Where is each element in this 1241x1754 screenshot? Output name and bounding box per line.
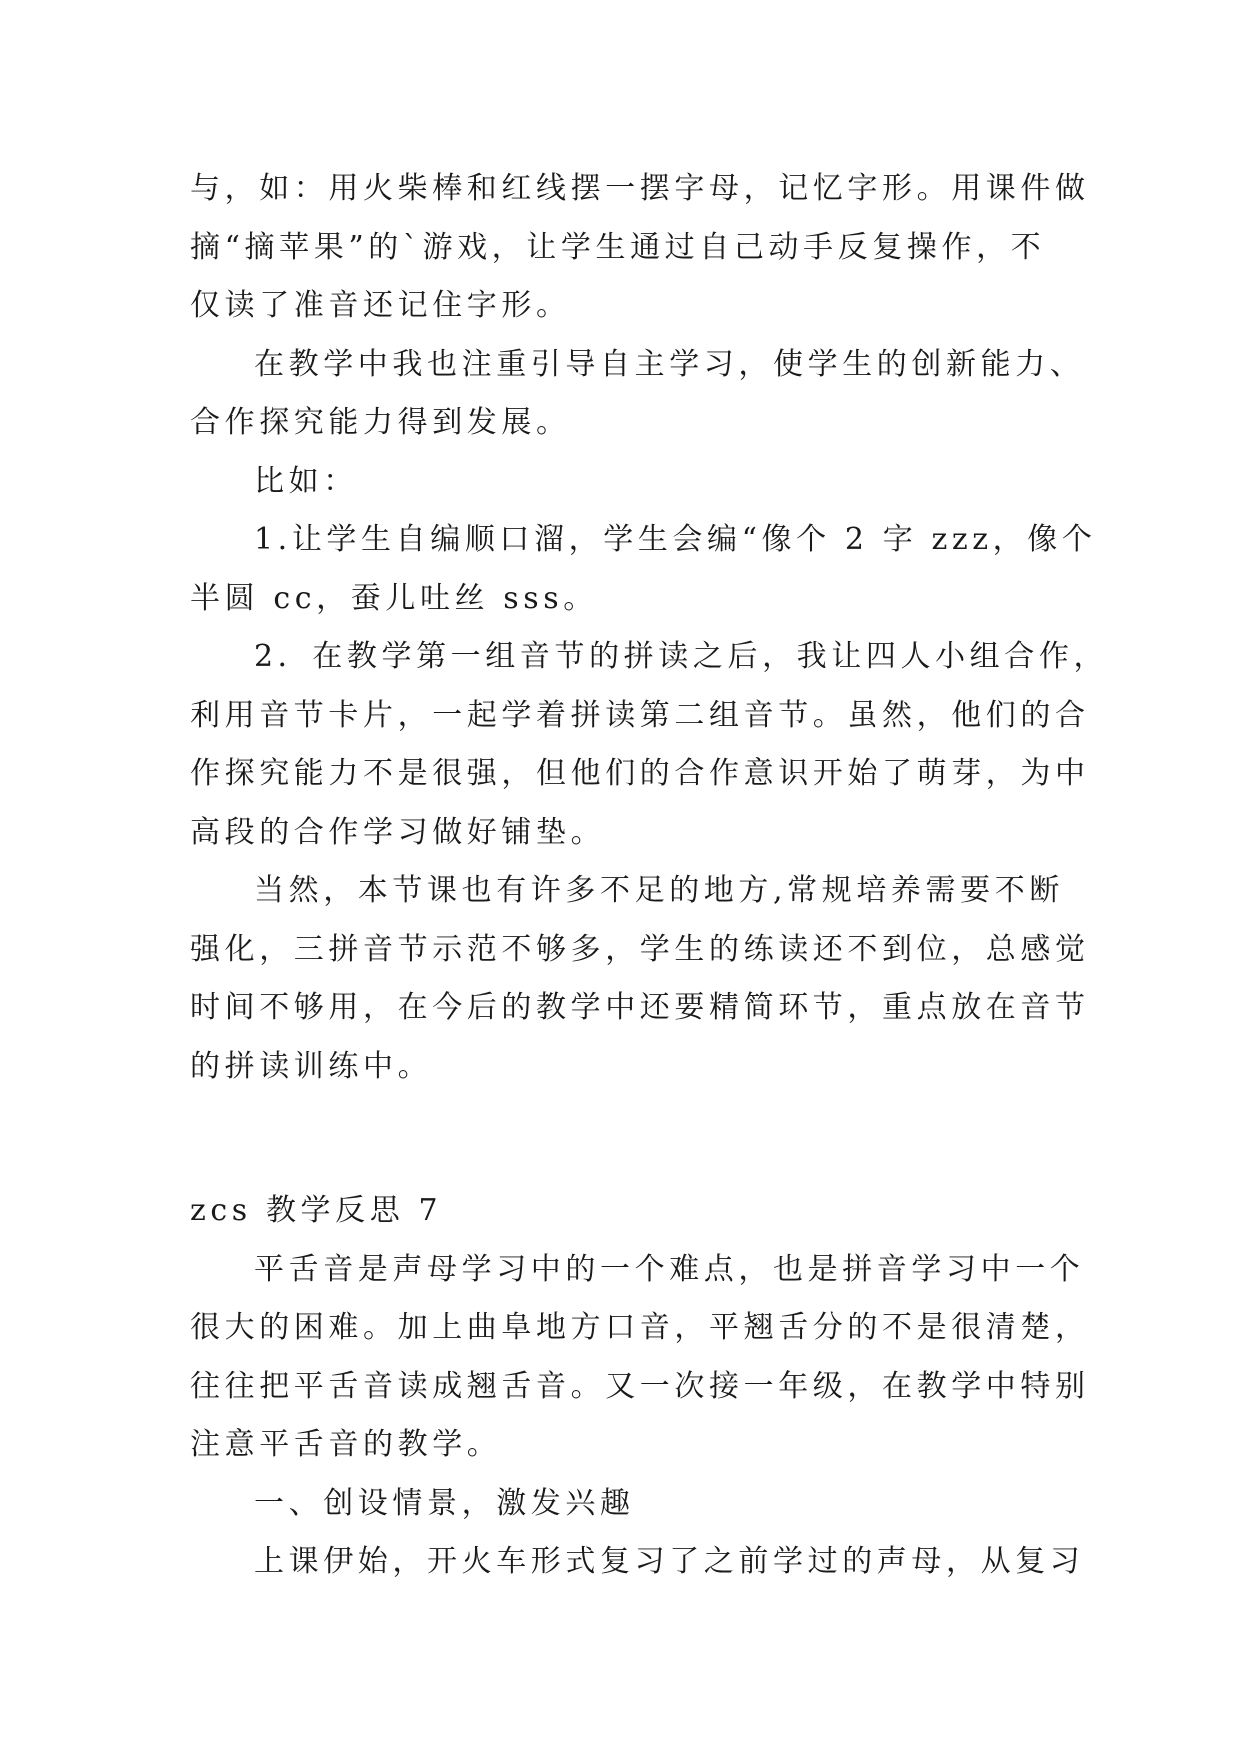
text-line: 上课伊始，开火车形式复习了之前学过的声母，从复习 (254, 1544, 1085, 1579)
section-gap (190, 1096, 1090, 1182)
paragraph (190, 628, 1109, 862)
section-heading: zcs 教学反思 7 (190, 1193, 443, 1228)
text-line: 平舌音是声母学习中的一个难点，也是拼音学习中一个 (254, 1251, 1085, 1287)
subheading-line: 一、创设情景，激发兴趣 (254, 1485, 635, 1521)
text-line: 在教学中我也注重引导自主学习，使学生的创新能力、 (254, 346, 1085, 382)
text-line: 注意平舌音的教学。 (190, 1427, 502, 1462)
paragraph (190, 1241, 1090, 1475)
text-line: 高段的合作学习做好铺垫。 (190, 814, 606, 850)
text-line: 时间不够用，在今后的教学中还要精简环节，重点放在音节 (190, 990, 1090, 1025)
text-line: 作探究能力不是很强，但他们的合作意识开始了萌芽，为中 (190, 756, 1090, 791)
text-line: 利用音节卡片，一起学着拼读第二组音节。虽然，他们的合 (190, 697, 1090, 733)
paragraph (190, 453, 1090, 512)
text-line: 的拼读训练中。 (190, 1048, 433, 1084)
text-line: 合作探究能力得到发展。 (190, 405, 571, 440)
text-line: 往往把平舌音读成翘舌音。又一次接一年级，在教学中特别 (190, 1368, 1090, 1404)
text-line: 仅读了准音还记住字形。 (190, 288, 571, 323)
text-line: 当然，本节课也有许多不足的地方,常规培养需要不断 (254, 873, 1064, 908)
paragraph (190, 1475, 1090, 1534)
text-line: 与，如：用火柴棒和红线摆一摆字母，记忆字形。用课件做 (190, 171, 1090, 206)
text-line: 比如： (254, 463, 358, 499)
text-line: 摘“摘苹果”的`游戏，让学生通过自己动手反复操作，不 (190, 229, 1046, 265)
text-line: 1.让学生自编顺口溜，学生会编“像个 2 字 zzz，像个 (254, 522, 1097, 557)
paragraph (190, 160, 1090, 336)
paragraph (190, 336, 1090, 453)
text-line: 很大的困难。加上曲阜地方口音，平翘舌分的不是很清楚， (190, 1310, 1090, 1345)
paragraph (190, 511, 1097, 628)
document-body (190, 160, 1109, 1592)
paragraph (190, 1533, 1090, 1592)
text-line: 半圆 cc，蚕儿吐丝 sss。 (190, 580, 598, 616)
text-line: 2．在教学第一组音节的拼读之后，我让四人小组合作， (254, 639, 1109, 674)
text-line: 强化，三拼音节示范不够多，学生的练读还不到位，总感觉 (190, 931, 1090, 967)
paragraph (190, 862, 1090, 1096)
